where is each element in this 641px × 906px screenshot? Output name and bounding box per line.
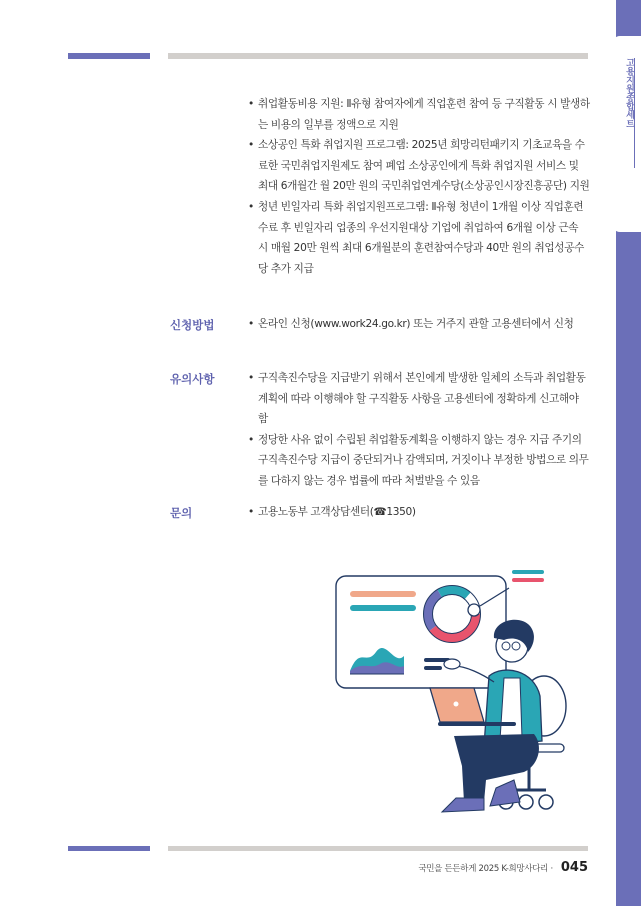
list-item: • 정당한 사유 없이 수립된 취업활동계획을 이행하지 않는 경우 지급 주기의 구직촉진수당 지급이 중단되거나 감액되며, 거짓이나 부정한 방법으로 의무를 다하지 않는 경우 법률에 따라 처벌받을 수 있음 bbox=[248, 430, 590, 492]
footer bbox=[418, 860, 588, 875]
bullet-list bbox=[248, 314, 590, 335]
section-label: 신청방법 bbox=[170, 318, 215, 332]
person-shoe bbox=[442, 798, 484, 812]
section-label: 유의사항 bbox=[170, 372, 215, 386]
page-number: 045 bbox=[560, 860, 588, 875]
bullet-list bbox=[248, 94, 590, 279]
list-item: • 취업활동비용 지원: Ⅱ유형 참여자에게 직업훈련 참여 등 구직활동 시 발생하는 비용의 일부를 정액으로 지원 bbox=[248, 94, 590, 135]
list-item: • 청년 빈일자리 특화 취업지원프로그램: Ⅱ유형 청년이 1개월 이상 직업훈련 수료 후 빈일자리 업종의 우선지원대상 기업에 취업하여 6개월 이상 근속 시 매월 20만 원씩 최대 6개월분의 훈련참여수당과 40만 원의 취업성공수당 추가 지급 bbox=[248, 197, 590, 279]
bottom-rule bbox=[168, 846, 588, 851]
top-rule-accent bbox=[68, 53, 150, 59]
person-shirt bbox=[500, 678, 522, 740]
chair-wheel bbox=[519, 795, 533, 809]
footer-text: 국민을 든든하게 2025 K-희망사다리 · bbox=[418, 864, 553, 874]
dashboard-bar-orange bbox=[350, 591, 416, 597]
list-item: • 고용노동부 고객상담센터(☎1350) bbox=[248, 502, 590, 523]
dashboard-line bbox=[424, 666, 442, 670]
illustration-person-dashboard bbox=[334, 566, 570, 822]
list-item: • 구직촉진수당을 지급받기 위해서 본인에게 발생한 일체의 소득과 취업활동 계획에 따라 이행해야 할 구직활동 사항을 고용센터에 정확하게 신고해야 함 bbox=[248, 368, 590, 430]
list-item: • 소상공인 특화 취업지원 프로그램: 2025년 희망리턴패키지 기초교육을 수료한 국민취업지원제도 참여 폐업 소상공인에게 특화 취업지원 서비스 및 최대 6개월간 월 20만 원의 국민취업연계수당(소상공인시장진흥공단) 지원 bbox=[248, 135, 590, 197]
person-shoe bbox=[490, 780, 520, 806]
magnifier-dot bbox=[468, 604, 480, 616]
dashboard-bar-teal bbox=[350, 605, 416, 611]
top-rule bbox=[168, 53, 588, 59]
floating-bar-pink bbox=[512, 578, 544, 582]
bullet-list bbox=[248, 368, 590, 492]
chair-wheel bbox=[539, 795, 553, 809]
bullet-list bbox=[248, 502, 590, 523]
list-item: • 온라인 신청(www.work24.go.kr) 또는 거주지 관할 고용센터에서 신청 bbox=[248, 314, 590, 335]
floating-bar-teal bbox=[512, 570, 544, 574]
person-hand bbox=[444, 659, 460, 669]
side-tab-label: 고용지원종합세트 bbox=[624, 58, 634, 128]
side-tab-underline bbox=[634, 58, 635, 168]
section-label: 문의 bbox=[170, 506, 193, 520]
bottom-rule-accent bbox=[68, 846, 150, 851]
